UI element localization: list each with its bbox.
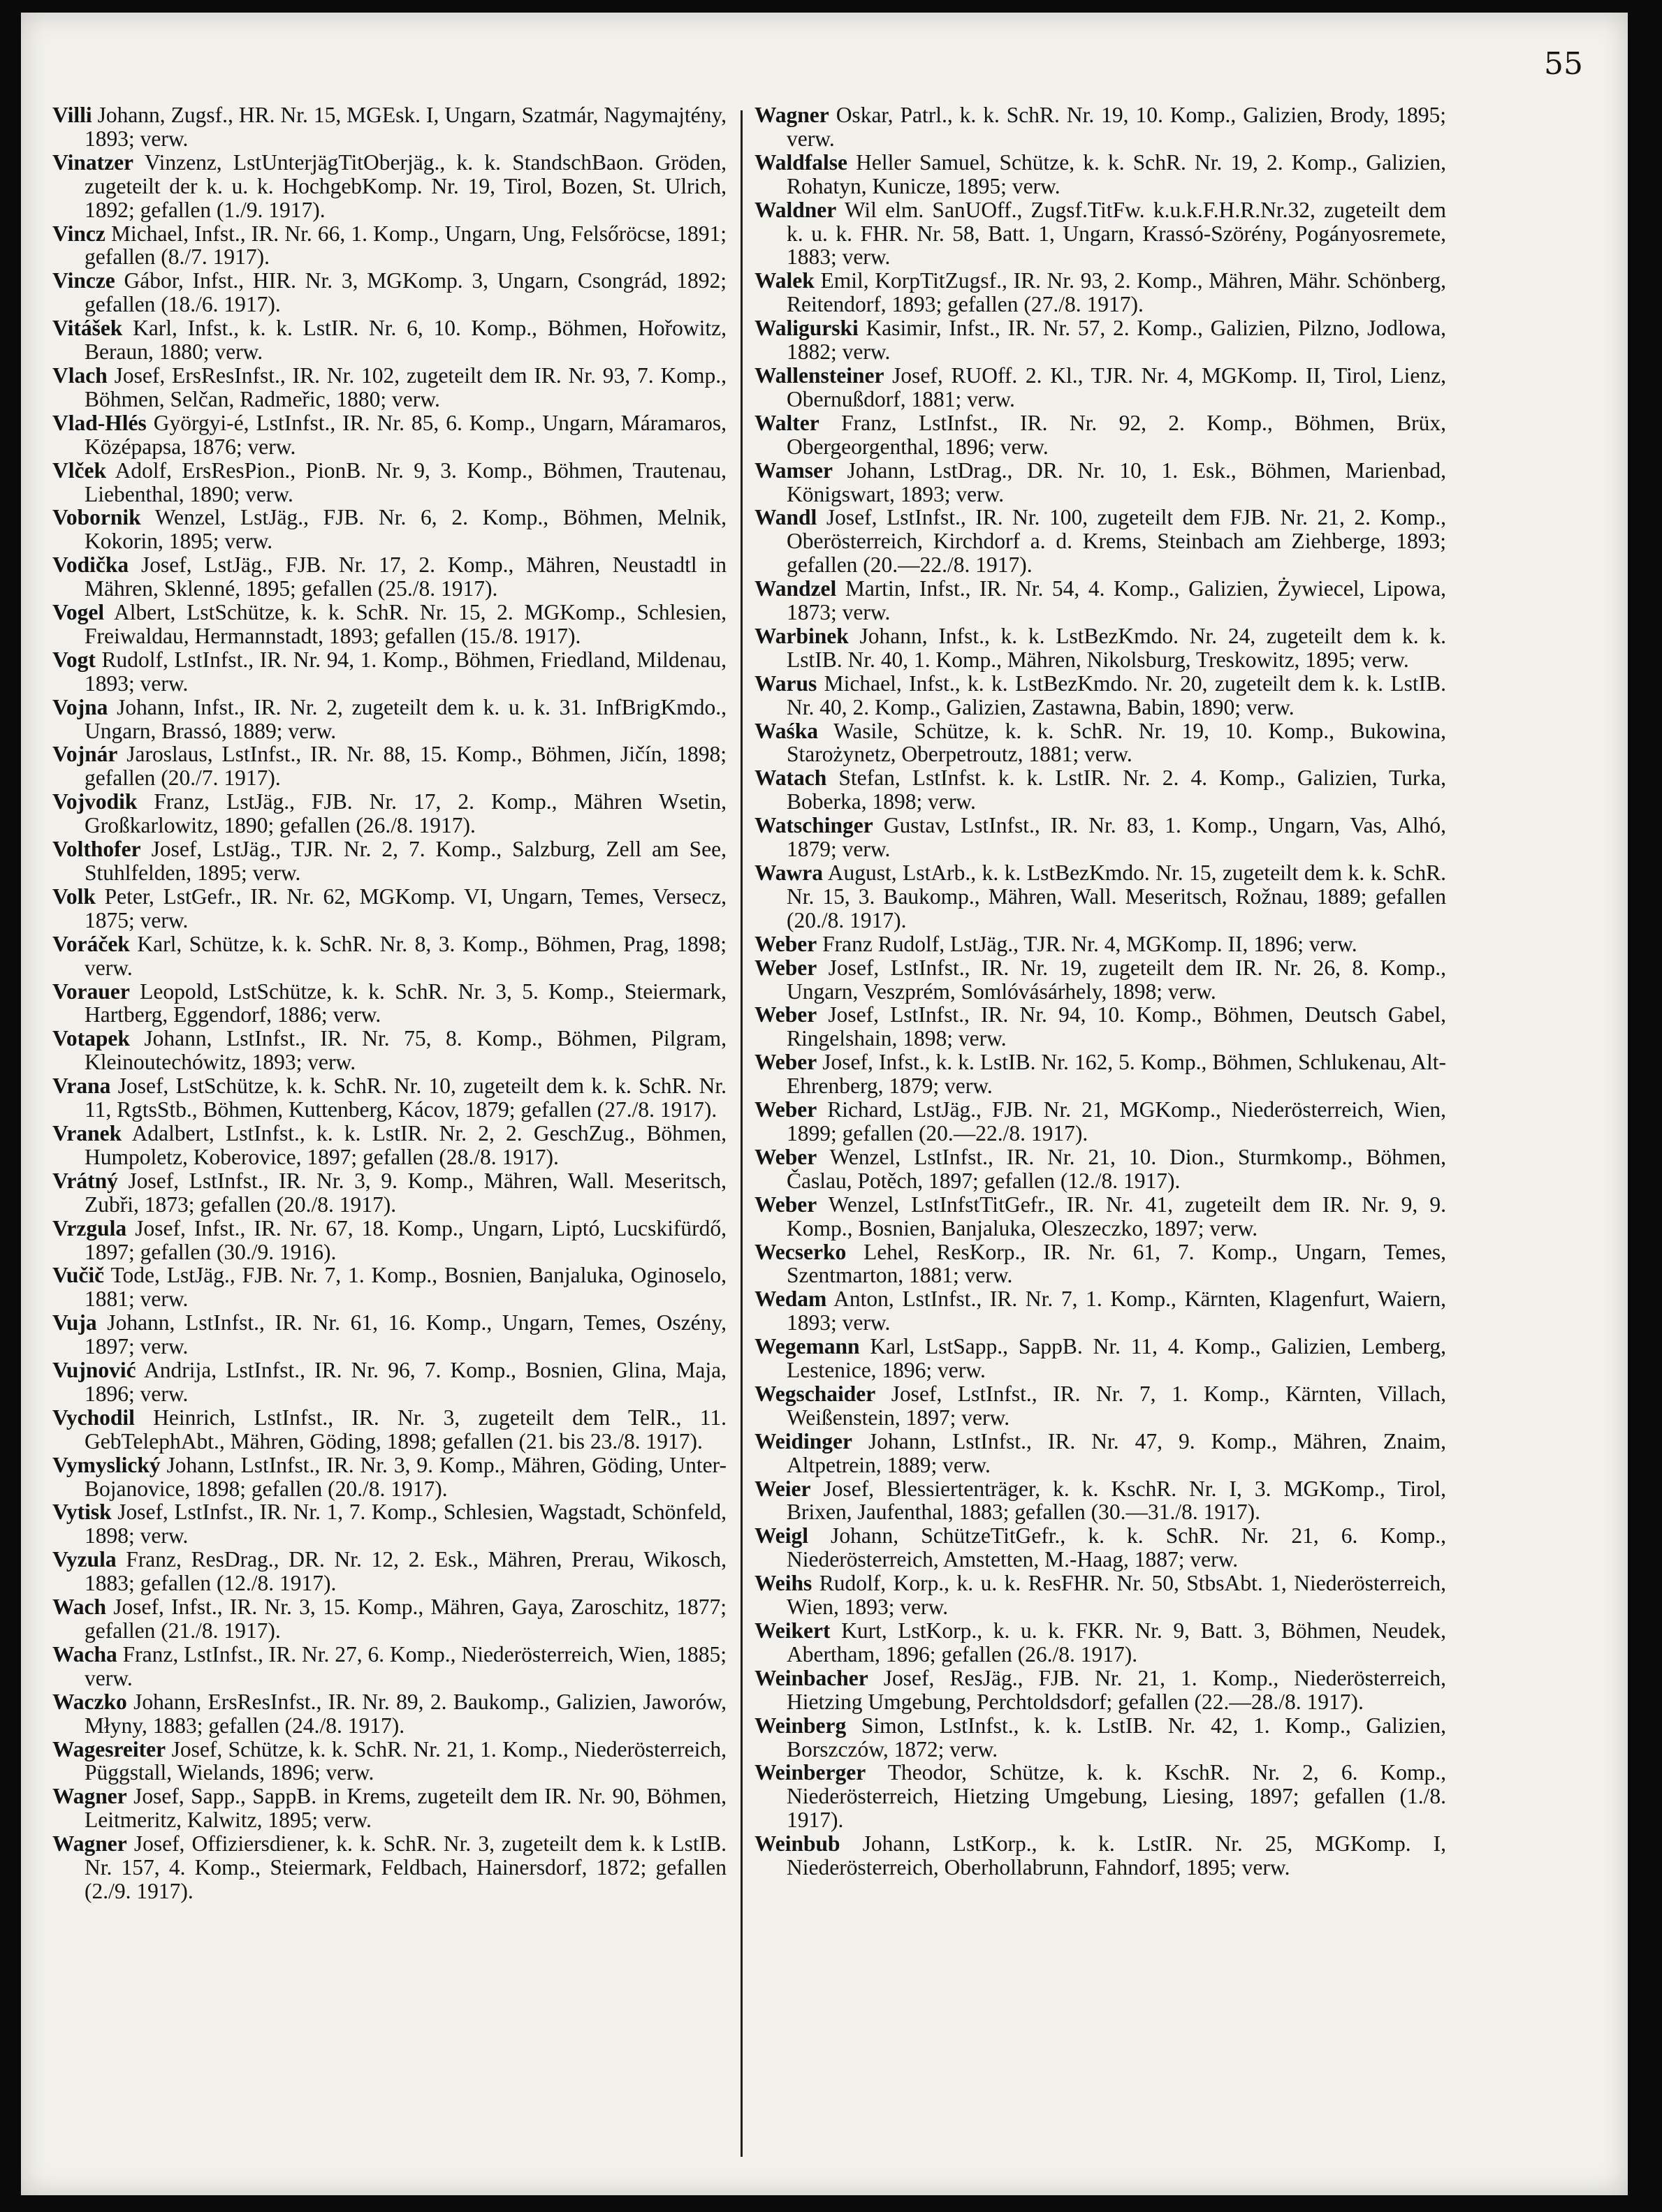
register-entry — [52, 1832, 727, 1903]
register-entry — [755, 1572, 1446, 1619]
entry-details: Josef, ErsResInfst., IR. Nr. 102, zugeteilt dem IR. Nr. 93, 7. Komp., Böhmen, Selčan, Radmeřic, 1880; verw. — [85, 362, 727, 411]
entry-surname: Vrana — [52, 1074, 111, 1099]
entry-surname: Wach — [52, 1595, 107, 1620]
entry-surname: Weber — [755, 1002, 817, 1027]
right-column — [755, 103, 1446, 1880]
entry-details: Michael, Infst., k. k. LstBezKmdo. Nr. 20, zugeteilt dem k. k. LstIB. Nr. 40, 2. Komp., Galizien, Zastawna, Babin, 1890; verw. — [787, 671, 1446, 719]
register-entry — [755, 151, 1446, 198]
entry-surname: Waldner — [755, 197, 837, 222]
register-entry — [755, 1193, 1446, 1240]
entry-surname: Walek — [755, 268, 815, 293]
register-entry — [755, 1050, 1446, 1098]
entry-details: Wenzel, LstJäg., FJB. Nr. 6, 2. Komp., Böhmen, Melnik, Kokorin, 1895; verw. — [85, 505, 727, 554]
entry-surname: Wandl — [755, 505, 817, 530]
register-entry — [755, 1240, 1446, 1288]
register-entry — [755, 814, 1446, 861]
entry-details: Josef, Sapp., SappB. in Krems, zugeteilt dem IR. Nr. 90, Böhmen, Leitmeritz, Kalwitz, 1895; verw. — [85, 1784, 727, 1833]
register-entry — [52, 316, 727, 364]
entry-details: Josef, Offiziersdiener, k. k. SchR. Nr. 3, zugeteilt dem k. k LstIB. Nr. 157, 4. Komp., Steiermark, Feldbach, Hainersdorf, 1872; gefallen (2./9. 1917). — [85, 1831, 727, 1903]
register-entry — [52, 553, 727, 601]
entry-details: Josef, LstInfst., IR. Nr. 7, 1. Komp., Kärnten, Villach, Weißenstein, 1897; verw. — [787, 1381, 1446, 1430]
register-entry — [52, 1453, 727, 1501]
register-entry — [755, 1098, 1446, 1145]
register-entry — [52, 980, 727, 1027]
register-entry — [755, 1287, 1446, 1335]
entry-surname: Weigl — [755, 1523, 808, 1548]
entry-surname: Weber — [755, 1097, 817, 1122]
entry-details: Karl, LstSapp., SappB. Nr. 11, 4. Komp., Galizien, Lemberg, Lestenice, 1896; verw. — [787, 1334, 1446, 1383]
paper-sheet — [21, 13, 1628, 2195]
entry-surname: Weber — [755, 1144, 817, 1169]
entry-surname: Vogt — [52, 647, 96, 672]
entry-details: Albert, LstSchütze, k. k. SchR. Nr. 15, 2. MGKomp., Schlesien, Freiwaldau, Hermannstadt, 1893; gefallen (15./8. 1917). — [85, 600, 727, 648]
entry-details: Michael, Infst., IR. Nr. 66, 1. Komp., Ungarn, Ung, Felsőröcse, 1891; gefallen (8./7. 1917). — [85, 221, 727, 270]
entry-surname: Vitášek — [52, 316, 123, 341]
register-entry — [52, 1122, 727, 1169]
register-entry — [755, 1667, 1446, 1714]
entry-surname: Villi — [52, 103, 92, 127]
entry-surname: Vujnović — [52, 1358, 136, 1383]
entry-surname: Wacha — [52, 1641, 117, 1667]
entry-details: Heller Samuel, Schütze, k. k. SchR. Nr. 19, 2. Komp., Galizien, Rohatyn, Kunicze, 1895; verw. — [787, 149, 1446, 198]
entry-details: Rudolf, Korp., k. u. k. ResFHR. Nr. 50, StbsAbt. 1, Niederösterreich, Wien, 1893; verw. — [787, 1571, 1446, 1620]
entry-details: Josef, LstInfst., IR. Nr. 1, 7. Komp., Schlesien, Wagstadt, Schönfeld, 1898; verw. — [85, 1500, 727, 1548]
entry-details: Johann, Zugsf., HR. Nr. 15, MGEsk. I, Ungarn, Szatmár, Nagymajtény, 1893; verw. — [85, 103, 727, 151]
entry-surname: Wagner — [52, 1831, 127, 1856]
entry-surname: Wegemann — [755, 1334, 860, 1359]
entry-surname: Waśka — [755, 718, 819, 743]
entry-surname: Vojnár — [52, 742, 118, 767]
register-entry — [755, 316, 1446, 364]
entry-details: Andrija, LstInfst., IR. Nr. 96, 7. Komp., Bosnien, Glina, Maja, 1896; verw. — [85, 1358, 727, 1406]
entry-surname: Weikert — [755, 1618, 831, 1643]
register-entry — [52, 1027, 727, 1074]
entry-details: Johann, LstInfst., IR. Nr. 47, 9. Komp., Mähren, Znaim, Altpetrein, 1889; verw. — [787, 1428, 1446, 1477]
register-entry — [755, 1382, 1446, 1430]
entry-details: Emil, KorpTitZugsf., IR. Nr. 93, 2. Komp., Mähren, Mähr. Schönberg, Reitendorf, 1893; gefallen (27./8. 1917). — [787, 268, 1446, 317]
entry-details: Heinrich, LstInfst., IR. Nr. 3, zugeteilt dem TelR., 11. GebTelephAbt., Mähren, Göding, 1898; gefallen (21. bis 23./8. 1917). — [85, 1405, 727, 1453]
entry-details: Johann, ErsResInfst., IR. Nr. 89, 2. Baukomp., Galizien, Jaworów, Młyny, 1883; gefallen (24./8. 1917). — [85, 1689, 727, 1738]
entry-surname: Weber — [755, 955, 817, 980]
entry-surname: Voráček — [52, 931, 130, 956]
entry-surname: Vincze — [52, 268, 115, 293]
register-entry — [755, 766, 1446, 814]
register-entry — [52, 364, 727, 411]
entry-details: Josef, LstJäg., TJR. Nr. 2, 7. Komp., Salzburg, Zell am See, Stuhlfelden, 1895; verw. — [85, 837, 727, 885]
entry-details: Lehel, ResKorp., IR. Nr. 61, 7. Komp., Ungarn, Temes, Szentmarton, 1881; verw. — [787, 1239, 1446, 1288]
register-entry — [52, 1074, 727, 1122]
register-entry — [52, 601, 727, 648]
entry-details: Josef, LstSchütze, k. k. SchR. Nr. 10, zugeteilt dem k. k. SchR. Nr. 11, RgtsStb., Böhmen, Kuttenberg, Kácov, 1879; gefallen (27./8. 1917). — [85, 1074, 727, 1122]
entry-surname: Watach — [755, 766, 827, 791]
entry-details: Adolf, ErsResPion., PionB. Nr. 9, 3. Komp., Böhmen, Trautenau, Liebenthal, 1890; verw. — [85, 457, 727, 506]
register-entry — [52, 1548, 727, 1595]
entry-surname: Wagner — [52, 1784, 127, 1809]
entry-details: Wenzel, LstInfstTitGefr., IR. Nr. 41, zugeteilt dem IR. Nr. 9, 9. Komp., Bosnien, Banjaluka, Oleszeczko, 1897; verw. — [787, 1192, 1446, 1240]
register-entry — [52, 1217, 727, 1264]
register-entry — [52, 885, 727, 932]
register-entry — [52, 459, 727, 506]
register-entry — [755, 1619, 1446, 1667]
entry-surname: Weidinger — [755, 1428, 852, 1453]
register-entry — [755, 1832, 1446, 1880]
register-entry — [755, 861, 1446, 932]
entry-surname: Vodička — [52, 552, 129, 578]
entry-surname: Weier — [755, 1476, 811, 1501]
entry-surname: Votapek — [52, 1026, 130, 1051]
register-entry — [52, 1690, 727, 1738]
entry-surname: Weber — [755, 1192, 817, 1217]
entry-details: Josef, Infst., k. k. LstIB. Nr. 162, 5. Komp., Böhmen, Schlukenau, Alt-Ehrenberg, 1879; verw. — [787, 1050, 1446, 1099]
register-entry — [755, 459, 1446, 506]
entry-surname: Weinberg — [755, 1713, 847, 1738]
entry-details: Wasile, Schütze, k. k. SchR. Nr. 19, 10. Komp., Bukowina, Starożynetz, Oberpetroutz, 1881; verw. — [787, 718, 1446, 767]
entry-details: Wenzel, LstInfst., IR. Nr. 21, 10. Dion., Sturmkomp., Böhmen, Časlau, Potěch, 1897; gefallen (12./8. 1917). — [787, 1144, 1446, 1193]
entry-surname: Vinatzer — [52, 149, 134, 175]
entry-details: Anton, LstInfst., IR. Nr. 7, 1. Komp., Kärnten, Klagenfurt, Waiern, 1893; verw. — [787, 1287, 1446, 1335]
entry-details: Johann, LstInfst., IR. Nr. 61, 16. Komp., Ungarn, Temes, Oszény, 1897; verw. — [85, 1310, 727, 1359]
entry-details: Josef, LstInfst., IR. Nr. 100, zugeteilt dem FJB. Nr. 21, 2. Komp., Oberösterreich, Kirchdorf a. d. Krems, Steinbach am Ziehberge, 1893; gefallen (20.—22./8. 1917). — [787, 505, 1446, 578]
register-entry — [755, 364, 1446, 411]
entry-details: Johann, LstInfst., IR. Nr. 3, 9. Komp., Mähren, Göding, Unter-Bojanovice, 1898; gefallen (20./8. 1917). — [85, 1452, 727, 1501]
register-entry — [52, 1595, 727, 1643]
entry-details: Leopold, LstSchütze, k. k. SchR. Nr. 3, 5. Komp., Steiermark, Hartberg, Eggendorf, 1886; verw. — [85, 979, 727, 1027]
page-number: 55 — [1544, 46, 1583, 82]
entry-surname: Weihs — [755, 1571, 812, 1596]
entry-surname: Vogel — [52, 600, 105, 625]
entry-details: Karl, Schütze, k. k. SchR. Nr. 8, 3. Komp., Böhmen, Prag, 1898; verw. — [85, 931, 727, 980]
entry-surname: Volk — [52, 884, 96, 909]
entry-details: Johann, Infst., IR. Nr. 2, zugeteilt dem k. u. k. 31. InfBrigKmdo., Ungarn, Brassó, 1889; verw. — [85, 694, 727, 743]
entry-surname: Warus — [755, 671, 817, 696]
entry-surname: Wedam — [755, 1287, 827, 1312]
entry-details: Josef, LstJäg., FJB. Nr. 17, 2. Komp., Mähren, Neustadtl in Mähren, Sklenné, 1895; gefallen (25./8. 1917). — [85, 552, 727, 601]
entry-details: Jaroslaus, LstInfst., IR. Nr. 88, 15. Komp., Böhmen, Jičín, 1898; gefallen (20./7. 1917). — [85, 742, 727, 791]
entry-surname: Wawra — [755, 860, 823, 885]
entry-surname: Warbinek — [755, 623, 849, 648]
entry-surname: Wallensteiner — [755, 362, 884, 388]
entry-surname: Weinbacher — [755, 1665, 868, 1690]
entry-surname: Vincz — [52, 221, 105, 246]
entry-surname: Wagesreiter — [52, 1736, 166, 1761]
entry-details: Josef, Infst., IR. Nr. 3, 15. Komp., Mähren, Gaya, Zaroschitz, 1877; gefallen (21./8. 1917). — [85, 1595, 727, 1643]
entry-details: Johann, SchützeTitGefr., k. k. SchR. Nr. 21, 6. Komp., Niederösterreich, Amstetten, M.-Haag, 1887; verw. — [787, 1523, 1446, 1572]
entry-details: Josef, LstInfst., IR. Nr. 94, 10. Komp., Böhmen, Deutsch Gabel, Ringelshain, 1898; verw. — [787, 1002, 1446, 1051]
entry-details: Franz, LstInfst., IR. Nr. 92, 2. Komp., Böhmen, Brüx, Obergeorgenthal, 1896; verw. — [787, 410, 1446, 459]
entry-details: Johann, Infst., k. k. LstBezKmdo. Nr. 24, zugeteilt dem k. k. LstIB. Nr. 40, 1. Komp., Mähren, Nikolsburg, Treskowitz, 1895; verw. — [787, 623, 1446, 672]
register-entry — [755, 672, 1446, 719]
entry-surname: Weber — [755, 1050, 817, 1075]
entry-surname: Wandzel — [755, 576, 837, 601]
entry-surname: Walter — [755, 410, 819, 435]
register-entry — [52, 742, 727, 790]
register-entry — [52, 1785, 727, 1832]
entry-surname: Vytisk — [52, 1500, 112, 1525]
entry-surname: Weber — [755, 931, 817, 956]
register-entry — [755, 411, 1446, 459]
register-entry — [755, 932, 1446, 956]
register-entry — [755, 1761, 1446, 1832]
entry-details: Josef, Schütze, k. k. SchR. Nr. 21, 1. Komp., Niederösterreich, Püggstall, Wielands, 1896; verw. — [85, 1736, 727, 1785]
entry-details: Josef, LstInfst., IR. Nr. 3, 9. Komp., Mähren, Wall. Meseritsch, Zubři, 1873; gefallen (20./8. 1917). — [85, 1168, 727, 1217]
entry-surname: Vuja — [52, 1310, 97, 1335]
entry-details: Györgyi-é, LstInfst., IR. Nr. 85, 6. Komp., Ungarn, Máramaros, Középapsa, 1876; verw. — [85, 410, 727, 459]
register-entry — [52, 269, 727, 316]
register-entry — [52, 222, 727, 270]
entry-details: Johann, LstInfst., IR. Nr. 75, 8. Komp., Böhmen, Pilgram, Kleinoutechówitz, 1893; verw. — [85, 1026, 727, 1075]
entry-details: Oskar, Patrl., k. k. SchR. Nr. 19, 10. Komp., Galizien, Brody, 1895; verw. — [787, 103, 1446, 151]
register-entry — [755, 577, 1446, 624]
entry-details: Gustav, LstInfst., IR. Nr. 83, 1. Komp., Ungarn, Vas, Alhó, 1879; verw. — [787, 813, 1446, 862]
entry-surname: Weinbub — [755, 1831, 840, 1856]
register-entry — [755, 956, 1446, 1004]
register-entry — [52, 411, 727, 459]
entry-surname: Wegschaider — [755, 1381, 876, 1406]
entry-details: Johann, LstDrag., DR. Nr. 10, 1. Esk., Böhmen, Marienbad, Königswart, 1893; verw. — [787, 457, 1446, 506]
entry-details: Tode, LstJäg., FJB. Nr. 7, 1. Komp., Bosnien, Banjaluka, Oginoselo, 1881; verw. — [85, 1263, 727, 1312]
entry-surname: Vojvodik — [52, 789, 138, 814]
entry-details: Franz, LstInfst., IR. Nr. 27, 6. Komp., Niederösterreich, Wien, 1885; verw. — [85, 1641, 727, 1690]
entry-surname: Waldfalse — [755, 149, 848, 175]
entry-details: Simon, LstInfst., k. k. LstIB. Nr. 42, 1. Komp., Galizien, Borszczów, 1872; verw. — [787, 1713, 1446, 1761]
register-entry — [52, 1643, 727, 1690]
entry-details: Josef, Infst., IR. Nr. 67, 18. Komp., Ungarn, Liptó, Lucskifürdő, 1897; gefallen (30./9. 1916). — [85, 1215, 727, 1264]
entry-details: Kurt, LstKorp., k. u. k. FKR. Nr. 9, Batt. 3, Böhmen, Neudek, Abertham, 1896; gefallen (26./8. 1917). — [787, 1618, 1446, 1667]
register-entry — [52, 648, 727, 696]
register-entry — [52, 1264, 727, 1311]
register-entry — [52, 151, 727, 222]
entry-details: Peter, LstGefr., IR. Nr. 62, MGKomp. VI, Ungarn, Temes, Versecz, 1875; verw. — [85, 884, 727, 932]
entry-surname: Vlad-Hlés — [52, 410, 147, 435]
entry-details: Adalbert, LstInfst., k. k. LstIR. Nr. 2, 2. GeschZug., Böhmen, Humpoletz, Koberovice, 1897; gefallen (28./8. 1917). — [85, 1120, 727, 1169]
register-entry — [755, 506, 1446, 577]
register-entry — [52, 1738, 727, 1785]
entry-details: Stefan, LstInfst. k. k. LstIR. Nr. 2. 4. Komp., Galizien, Turka, Boberka, 1898; verw. — [787, 766, 1446, 814]
register-entry — [52, 1500, 727, 1548]
entry-surname: Vrátný — [52, 1168, 118, 1193]
register-entry — [755, 1477, 1446, 1525]
register-entry — [755, 719, 1446, 767]
entry-details: Richard, LstJäg., FJB. Nr. 21, MGKomp., Niederösterreich, Wien, 1899; gefallen (20.—22./8. 1917). — [787, 1097, 1446, 1145]
entry-surname: Watschinger — [755, 813, 873, 838]
entry-surname: Wecserko — [755, 1239, 847, 1264]
entry-details: Rudolf, LstInfst., IR. Nr. 94, 1. Komp., Böhmen, Friedland, Mildenau, 1893; verw. — [85, 647, 727, 696]
entry-details: Kasimir, Infst., IR. Nr. 57, 2. Komp., Galizien, Pilzno, Jodlowa, 1882; verw. — [787, 316, 1446, 365]
entry-surname: Vyzula — [52, 1547, 117, 1572]
register-entry — [755, 1524, 1446, 1572]
entry-details: Johann, LstKorp., k. k. LstIR. Nr. 25, MGKomp. I, Niederösterreich, Oberhollabrunn, Fahndorf, 1895; verw. — [787, 1831, 1446, 1880]
register-entry — [52, 1311, 727, 1358]
entry-details: Franz, LstJäg., FJB. Nr. 17, 2. Komp., Mähren Wsetin, Großkarlowitz, 1890; gefallen (26./8. 1917). — [85, 789, 727, 838]
entry-details: Josef, LstInfst., IR. Nr. 19, zugeteilt dem IR. Nr. 26, 8. Komp., Ungarn, Veszprém, Somlóvásárhely, 1898; verw. — [787, 955, 1446, 1004]
entry-details: Franz, ResDrag., DR. Nr. 12, 2. Esk., Mähren, Prerau, Wikosch, 1883; gefallen (12./8. 1917). — [85, 1547, 727, 1596]
entry-surname: Wamser — [755, 457, 833, 483]
entry-surname: Vranek — [52, 1120, 122, 1145]
register-entry — [52, 103, 727, 151]
register-entry — [755, 624, 1446, 672]
register-entry — [755, 269, 1446, 316]
register-entry — [52, 696, 727, 743]
entry-details: Franz Rudolf, LstJäg., TJR. Nr. 4, MGKomp. II, 1896; verw. — [817, 931, 1357, 956]
entry-surname: Vučič — [52, 1263, 105, 1288]
register-entry — [755, 1430, 1446, 1477]
register-entry — [755, 1003, 1446, 1050]
entry-surname: Vojna — [52, 694, 108, 719]
entry-surname: Weinberger — [755, 1760, 866, 1785]
entry-details: Martin, Infst., IR. Nr. 54, 4. Komp., Galizien, Żywiecel, Lipowa, 1873; verw. — [787, 576, 1446, 625]
entry-surname: Waligurski — [755, 316, 859, 341]
register-entry — [52, 932, 727, 980]
entry-details: Vinzenz, LstUnterjägTitOberjäg., k. k. StandschBaon. Gröden, zugeteilt der k. u. k. HochgebKomp. Nr. 19, Tirol, Bozen, St. Ulrich, 1892; gefallen (1./9. 1917). — [85, 149, 727, 222]
register-entry — [52, 1358, 727, 1406]
entry-surname: Vychodil — [52, 1405, 135, 1430]
register-entry — [755, 1145, 1446, 1193]
entry-details: Gábor, Infst., HIR. Nr. 3, MGKomp. 3, Ungarn, Csongrád, 1892; gefallen (18./6. 1917). — [85, 268, 727, 317]
entry-details: Theodor, Schütze, k. k. KschR. Nr. 2, 6. Komp., Niederösterreich, Hietzing Umgebung, Liesing, 1897; gefallen (1./8. 1917). — [787, 1760, 1446, 1833]
entry-surname: Wagner — [755, 103, 829, 127]
entry-details: Wil elm. SanUOff., Zugsf.TitFw. k.u.k.F.H.R.Nr.32, zugeteilt dem k. u. k. FHR. Nr. 58, Batt. 1, Ungarn, Krassó-Szörény, Pogányosremete, 1883; verw. — [787, 197, 1446, 270]
register-entry — [52, 506, 727, 553]
entry-surname: Vorauer — [52, 979, 130, 1004]
entry-details: August, LstArb., k. k. LstBezKmdo. Nr. 15, zugeteilt dem k. k. SchR. Nr. 15, 3. Baukomp., Mähren, Wall. Meseritsch, Rožnau, 1889; gefallen (20./8. 1917). — [787, 860, 1446, 932]
entry-details: Josef, Blessiertenträger, k. k. KschR. Nr. I, 3. MGKomp., Tirol, Brixen, Jaufenthal, 1883; gefallen (30.—31./8. 1917). — [787, 1476, 1446, 1525]
register-entry — [52, 1169, 727, 1217]
register-entry — [755, 1714, 1446, 1761]
entry-surname: Vrzgula — [52, 1215, 127, 1240]
entry-surname: Vymyslický — [52, 1452, 161, 1477]
register-entry — [52, 790, 727, 837]
entry-details: Karl, Infst., k. k. LstIR. Nr. 6, 10. Komp., Böhmen, Hořowitz, Beraun, 1880; verw. — [85, 316, 727, 365]
register-entry — [755, 1335, 1446, 1382]
register-entry — [755, 198, 1446, 270]
entry-details: Josef, RUOff. 2. Kl., TJR. Nr. 4, MGKomp. II, Tirol, Lienz, Obernußdorf, 1881; verw. — [787, 362, 1446, 411]
register-entry — [755, 103, 1446, 151]
register-entry — [52, 837, 727, 885]
entry-surname: Vlach — [52, 362, 108, 388]
entry-details: Josef, ResJäg., FJB. Nr. 21, 1. Komp., Niederösterreich, Hietzing Umgebung, Perchtoldsdorf; gefallen (22.—28./8. 1917). — [787, 1665, 1446, 1714]
entry-surname: Vobornik — [52, 505, 141, 530]
left-column — [52, 103, 727, 1903]
entry-surname: Waczko — [52, 1689, 127, 1714]
register-entry — [52, 1406, 727, 1453]
column-divider — [741, 110, 743, 2157]
entry-surname: Vlček — [52, 457, 106, 483]
entry-surname: Volthofer — [52, 837, 141, 862]
